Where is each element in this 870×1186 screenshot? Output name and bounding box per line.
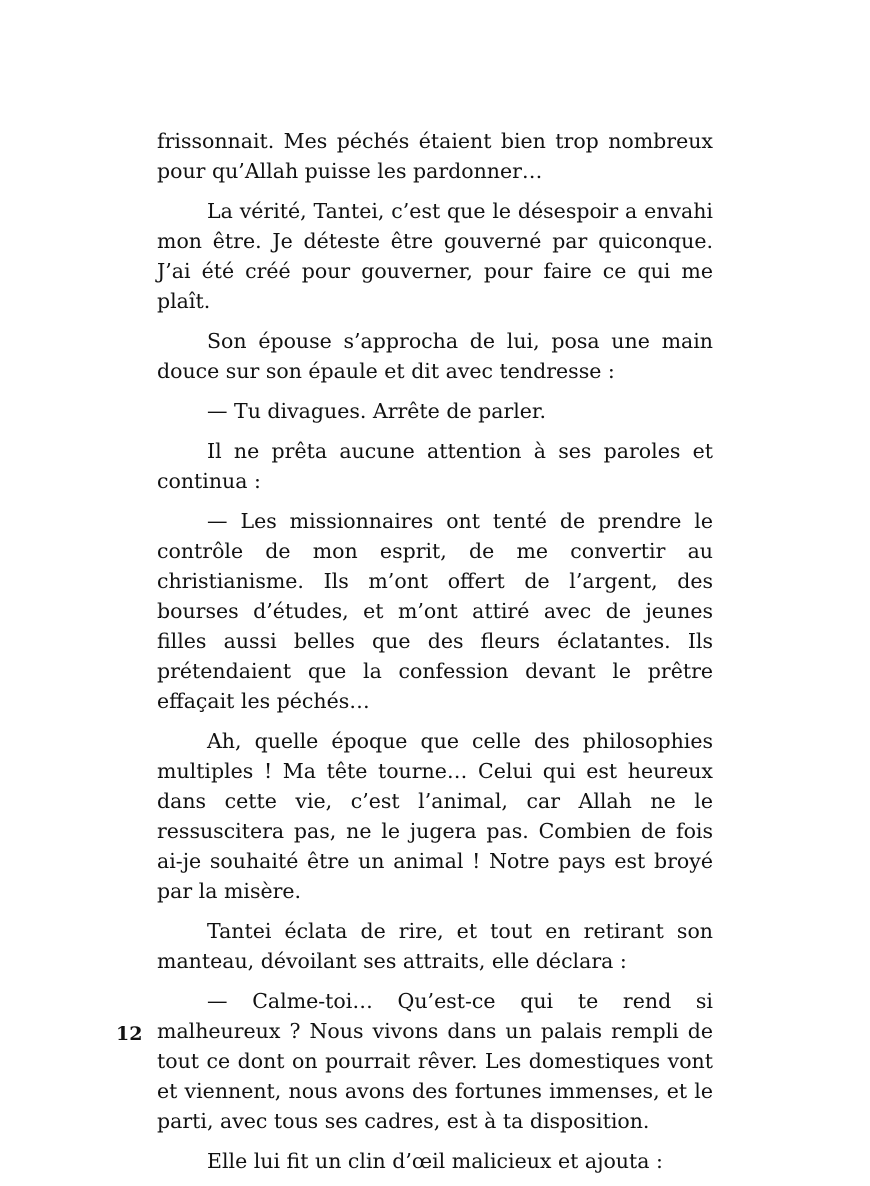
paragraph-9: — Calme-toi… Qu’est-ce qui te rend si malheureux ? Nous vivons dans un palais rempli de tout ce dont on pourrait rêver. Les domestiques vont et viennent, nous avons des fortunes immenses, et le parti, avec tous ses cadres, est à ta disposition. <box>157 989 713 1133</box>
page-number: 12 <box>116 1023 143 1045</box>
paragraph-4: — Tu divagues. Arrête de parler. <box>207 399 546 423</box>
paragraph-3: Son épouse s’approcha de lui, posa une main douce sur son épaule et dit avec tendresse : <box>157 329 713 383</box>
paragraph-2: La vérité, Tantei, c’est que le désespoir a envahi mon être. Je déteste être gouverné par quiconque. J’ai été créé pour gouverner, pour faire ce qui me plaît. <box>157 199 713 313</box>
body-text <box>157 126 713 1186</box>
paragraph-6: — Les missionnaires ont tenté de prendre le contrôle de mon esprit, de me convertir au christianisme. Ils m’ont offert de l’argent, des bourses d’études, et m’ont attiré avec de jeunes filles aussi belles que des fleurs éclatantes. Ils prétendaient que la confession devant le prêtre effaçait les péchés… <box>157 509 713 713</box>
paragraph-10: Elle lui fit un clin d’œil malicieux et ajouta : <box>207 1149 663 1173</box>
paragraph-1: frissonnait. Mes péchés étaient bien trop nombreux pour qu’Allah puisse les pardonner… <box>157 129 713 183</box>
paragraph-7: Ah, quelle époque que celle des philosophies multiples ! Ma tête tourne… Celui qui est heureux dans cette vie, c’est l’animal, car Allah ne le ressuscitera pas, ne le jugera pas. Combien de fois ai-je souhaité être un animal ! Notre pays est broyé par la misère. <box>157 729 713 903</box>
paragraph-8: Tantei éclata de rire, et tout en retirant son manteau, dévoilant ses attraits, elle déclara : <box>157 919 713 973</box>
paragraph-5: Il ne prêta aucune attention à ses paroles et continua : <box>157 439 713 493</box>
